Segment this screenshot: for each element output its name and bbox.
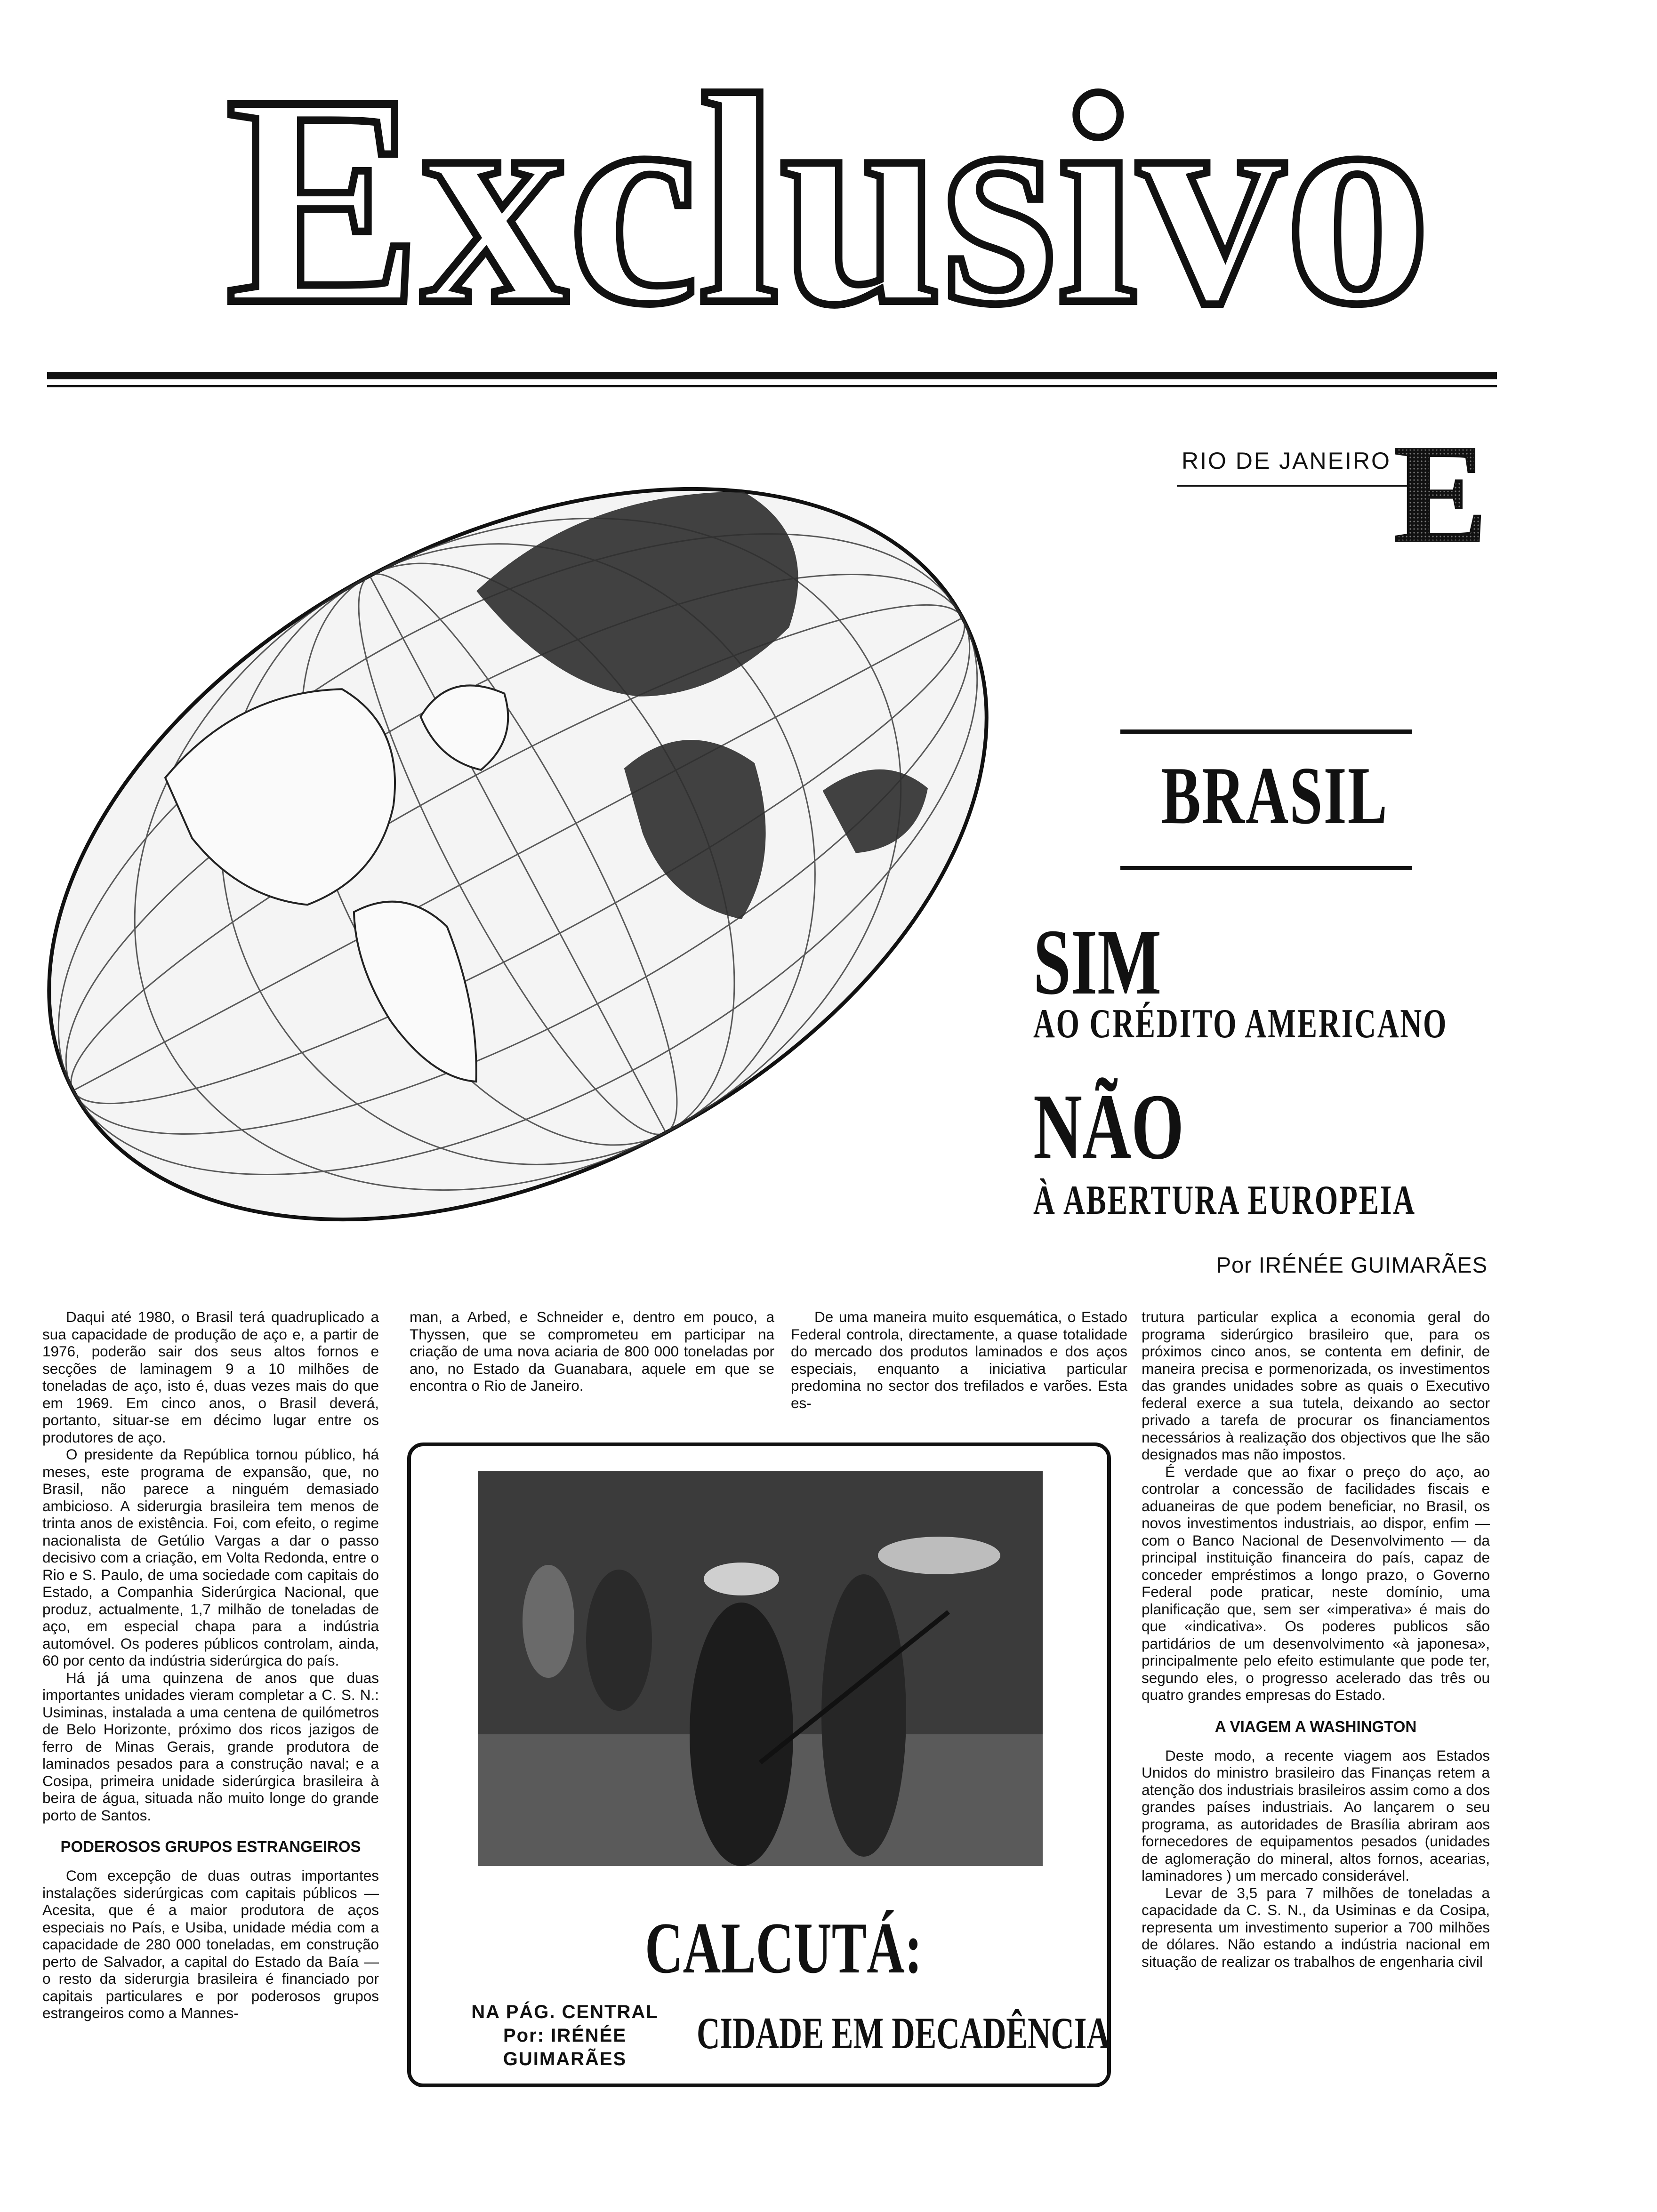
feature-credit xyxy=(464,2000,666,2071)
paragraph: man, a Arbed, e Schneider e, dentro em pouco, a Thyssen, que se comprometeu em participar na criação de uma nova aciaria de 800 000 toneladas por ano, no Estado da Guanabara, aquele em que se encontra o Rio de Janeiro. xyxy=(410,1308,774,1394)
headline-no-sub: À ABERTURA EUROPEIA xyxy=(1033,1178,1416,1223)
headline-yes: SIM xyxy=(1033,910,1162,1014)
paragraph: Com excepção de duas outras importantes instalações siderúrgicas com capitais públicos — Acesita, que é a maior produtora de aços especiais no País, e Usiba, unidade média com a capacidade de 280 000 toneladas, em construção perto de Salvador, a capital do Estado da Baía — o resto da siderurgia brasileira é financiado por capitais particulares e por poderosos grupos estrangeiros como a Mannes- xyxy=(42,1867,379,2021)
article-column-2 xyxy=(410,1308,774,1395)
paragraph: É verdade que ao fixar o preço do aço, ao controlar a concessão de facilidades fiscais e aduaneiras de que podem beneficiar, no Brasil, os novos investimentos industriais, ao dispor, enfim — com o Banco Nacional de Desenvolvimento — da principal instituição financeira do país, capaz de conceder empréstimos a longo prazo, o Governo Federal pode praticar, neste domínio, uma planificação que, sem ser «imperativa» é mais do que «indicativa». Os poderes publicos são partidários de um desenvolvimento «à japonesa», principalmente pelo efeito estimulante que pode ter, segundo eles, o progresso acelerado das três ou quatro grandes empresas do Estado. xyxy=(1142,1463,1490,1703)
subhead-foreign-groups: PODEROSOS GRUPOS ESTRANGEIROS xyxy=(60,1838,361,1855)
paragraph: Daqui até 1980, o Brasil terá quadruplicado a sua capacidade de produção de aço e, a partir de 1976, poderão sair dos seus altos fornos e secções de laminagem 9 a 10 milhões de toneladas de aço, isto é, duas vezes mais do que em 1969. Em cinco anos, o Brasil deverá, portanto, situar-se em décimo lugar entre os produtores de aço. xyxy=(42,1308,379,1446)
feature-credit-line1: Por: IRÉNÉE xyxy=(503,2025,627,2046)
headline-rule-bottom xyxy=(1120,866,1412,870)
subhead-washington: A VIAGEM A WASHINGTON xyxy=(1215,1717,1417,1735)
masthead-title-text: Exclusivo xyxy=(226,33,1431,367)
headline-yes-sub: AO CRÉDITO AMERICANO xyxy=(1033,1001,1448,1047)
paragraph: Levar de 3,5 para 7 milhões de toneladas a capacidade da C. S. N., da Usiminas e da Cosipa, representa um investimento superior a 700 milhões de dólares. Não estando a indústria nacional em situação de realizar os trabalhos de engenharia civil xyxy=(1142,1884,1490,1970)
city-label: RIO DE JANEIRO xyxy=(1182,448,1391,474)
paragraph: Deste modo, a recente viagem aos Estados Unidos do ministro brasileiro das Finanças retem a atenção dos industriais brasileiros assim como a dos grandes países industriais. Ao lançarem o seu programa, as autoridades de Brasília abriram aos fornecedores de equipamentos pesados (unidades de aglomeração do mineral, altos fornos, acearias, laminadores ) um mercado considerável. xyxy=(1142,1747,1490,1884)
city-rule xyxy=(1177,485,1408,487)
feature-credit-line2: GUIMARÃES xyxy=(503,2049,627,2069)
paragraph: trutura particular explica a economia geral do programa siderúrgico brasileiro que, para os próximos cinco anos, se contenta em definir, de maneira precisa e pormenorizada, os investimentos das grandes unidades sobre as quais o Executivo federal exerce a sua tutela, deixando ao sector privado a tarefa de procurar os financiamentos necessários à realização dos objectivos que lhe são designados mas não impostos. xyxy=(1142,1308,1490,1463)
feature-page-pointer: NA PÁG. CENTRAL xyxy=(471,2002,659,2022)
e-logo-letter: E xyxy=(1393,416,1488,572)
masthead-rule-thin xyxy=(47,385,1497,387)
e-logo-icon xyxy=(1393,416,1488,572)
article-column-3 xyxy=(791,1308,1127,1411)
calcutta-photo xyxy=(478,1471,1043,1866)
paragraph: De uma maneira muito esquemática, o Estado Federal controla, directamente, a quase totalidade do mercado dos produtos laminados e dos aços especiais, enquanto a iniciativa particular predomina no sector dos trefilados e varões. Esta es- xyxy=(791,1308,1127,1411)
masthead-title xyxy=(0,33,1657,367)
world-globe-illustration xyxy=(16,424,1019,1285)
article-column-4 xyxy=(1142,1308,1490,1970)
masthead-rule xyxy=(47,372,1497,379)
article-column-1 xyxy=(42,1308,379,2022)
headline-country: BRASIL xyxy=(1161,750,1388,841)
byline: Por IRÉNÉE GUIMARÃES xyxy=(1216,1252,1488,1277)
headline-rule-top xyxy=(1120,729,1412,734)
feature-title: CALCUTÁ: xyxy=(645,1907,923,1988)
feature-subtitle: CIDADE EM DECADÊNCIA xyxy=(697,2008,1110,2058)
paragraph: O presidente da República tornou público, há meses, este programa de expansão, que, no Brasil, não parece a ninguém demasiado ambicioso. A siderurgia brasileira tem menos de trinta anos de existência. Foi, com efeito, o regime nacionalista de Getúlio Vargas a dar o passo decisivo com a criação, em Volta Redonda, entre o Rio e S. Paulo, de uma sociedade com capitais do Estado, a Companhia Siderúrgica Nacional, que produz, actualmente, 1,7 milhão de toneladas de aço, em especial chapa para a indústria automóvel. Os poderes públicos controlam, ainda, 60 por cento da indústria siderúrgica do país. xyxy=(42,1446,379,1669)
paragraph: Há já uma quinzena de anos que duas importantes unidades vieram completar a C. S. N.: Usiminas, instalada a uma centena de quilómetros de Belo Horizonte, próximo dos ricos jazigos de ferro de Minas Gerais, grande produtora de laminados pesados para a construção naval; e a Cosipa, primeira unidade siderúrgica brasileira à beira de água, situada não muito longe do grande porto de Santos. xyxy=(42,1669,379,1824)
headline-no: NÃO xyxy=(1033,1075,1184,1179)
